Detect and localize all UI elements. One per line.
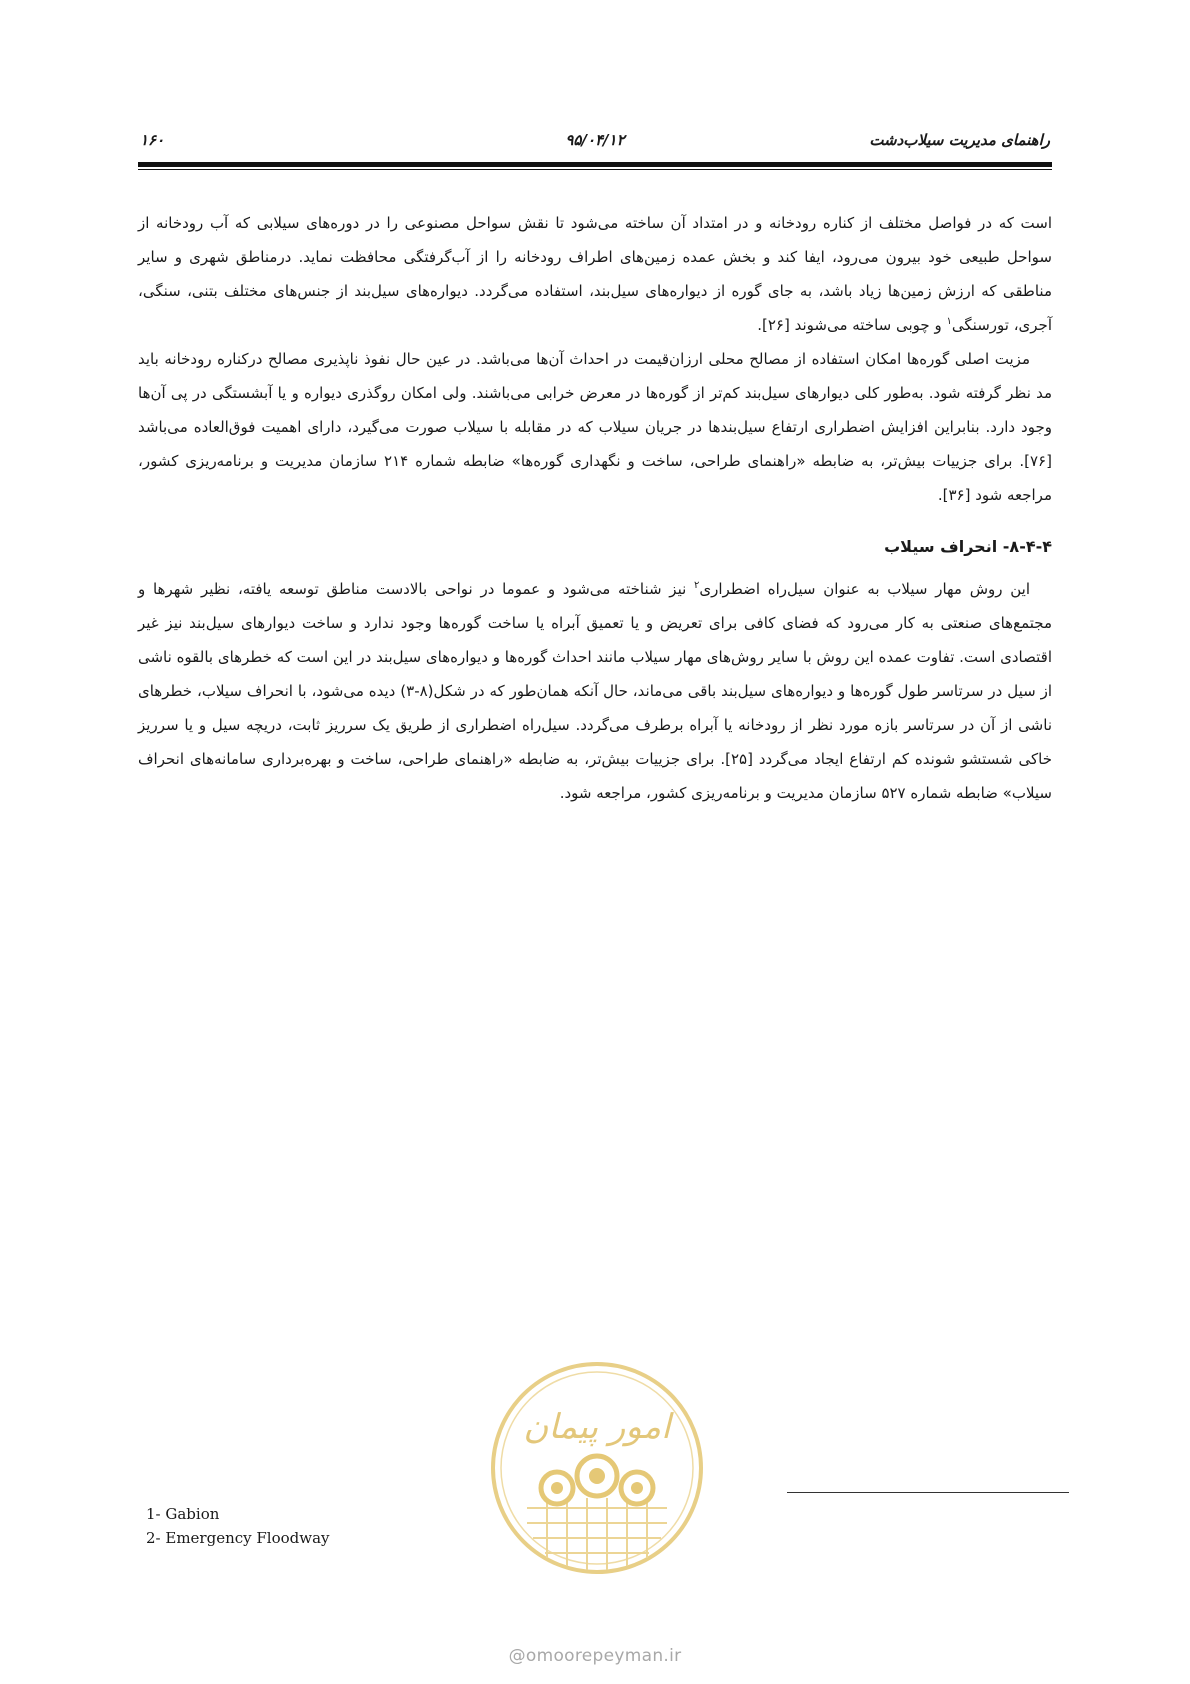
page-header: [138, 128, 1052, 158]
watermark-logo: [487, 1358, 707, 1578]
footnote-1: 1- Gabion: [146, 1505, 220, 1523]
watermark-url: [0, 1646, 1190, 1666]
watermark-url-text: omoorepeyman.ir: [525, 1646, 682, 1666]
paragraph-3-text-b: نیز شناخته می‌شود و عموما در نواحی بالادست مناطق توسعه یافته، نظیر شهرها و مجتمع‌های صنعتی به کار می‌رود که فضای کافی برای تعریض و یا تعمیق آبراه یا ساخت گوره‌ها وجود ندارد و ساخت دیوارهای سیل‌بند نیز غیر اقتصادی است. تفاوت عمده این روش با سایر روش‌های مهار سیلاب مانند احداث گوره‌ها و دیواره‌های سیل‌بند در این است که خطرهای بالقوه ناشی از سیل در سرتاسر طول گوره‌ها و دیواره‌های سیل‌بند باقی می‌ماند، حال آنکه همان‌طور که در شکل(۸-۳) دیده می‌شود، با انحراف سیلاب، خطرهای ناشی از آن در سرتاسر بازه مورد نظر از رودخانه یا آبراه برطرف می‌گردد. سیل‌راه اضطراری از طریق یک سرریز ثابت، دریچه سیل و یا سرریز خاکی شستشو شونده کم ارتفاع ایجاد می‌گردد [۲۵]. برای جزییات بیش‌تر، به ضابطه «راهنمای طراحی، ساخت و بهره‌برداری سامانه‌های انحراف سیلاب» ضابطه شماره ۵۲۷ سازمان مدیریت و برنامه‌ریزی کشور، مراجعه شود.: [137, 580, 1053, 802]
paragraph-2: مزیت اصلی گوره‌ها امکان استفاده از مصالح محلی ارزان‌قیمت در احداث آن‌ها می‌باشد. در عین حال نفوذ ناپذیری مصالح درکناره رودخانه باید مد نظر گرفته شود. به‌طور کلی دیوارهای سیل‌بند کم‌تر از گوره‌ها در معرض خرابی می‌باشند. ولی امکان روگذری دیواره و یا آبشستگی در پی آن‌ها وجود دارد. بنابراین افزایش اضطراری ارتفاع سیل‌بندها در جریان سیلاب که در مقابله با سیلاب صورت می‌گیرد، دارای اهمیت فوق‌العاده می‌باشد [۷۶]. برای جزییات بیش‌تر، به ضابطه «راهنمای طراحی، ساخت و نگهداری گوره‌ها» ضابطه شماره ۲۱۴ سازمان مدیریت و برنامه‌ریزی کشور، مراجعه شود [۳۶].: [138, 350, 1052, 504]
at-icon: @: [508, 1646, 526, 1666]
footnote-ref-1: ۱: [946, 316, 952, 327]
body-content: [138, 206, 1052, 810]
header-rule-thin: [138, 169, 1052, 170]
paragraph-1-text-b: و چوبی ساخته می‌شوند [۲۶].: [757, 316, 947, 334]
paragraph-1-text-a: است که در فواصل مختلف از کناره رودخانه و در امتداد آن ساخته می‌شود تا نقش سواحل مصنوعی را در دوره‌های سیلابی که آب رودخانه از سواحل طبیعی خود بیرون می‌رود، ایفا کند و بخش عمده زمین‌های اطراف رودخانه را از آب‌گرفتگی محافظت نماید. درمناطق شهری و سایر مناطقی که ارزش زمین‌ها زیاد باشد، به جای گوره از دیواره‌های سیل‌بند، استفاده می‌گردد. دیواره‌های سیل‌بند از جنس‌های مختلف بتنی، سنگی، آجری، تورسنگی: [138, 214, 1052, 334]
section-heading: ۸-۴-۴- انحراف سیلاب: [884, 537, 1052, 556]
paragraph-3-text-a: این روش مهار سیلاب به عنوان سیل‌راه اضطراری: [699, 580, 1030, 598]
footnote-ref-2: ۲: [694, 580, 700, 591]
paragraph-1: [138, 206, 1052, 342]
header-date: ۹۵/۰۴/۱۲: [565, 131, 625, 149]
footnote-separator: [787, 1492, 1069, 1493]
header-rule-thick: [138, 162, 1052, 167]
paragraph-3: [138, 572, 1052, 810]
watermark-logo-text: امور پیمان: [523, 1407, 671, 1447]
footnotes: [146, 1502, 330, 1550]
header-title: راهنمای مدیریت سیلاب‌دشت: [869, 131, 1050, 149]
page-number: ۱۶۰: [140, 131, 165, 149]
footnote-2: 2- Emergency Floodway: [146, 1529, 330, 1547]
watermark-seal-icon: [487, 1358, 707, 1578]
